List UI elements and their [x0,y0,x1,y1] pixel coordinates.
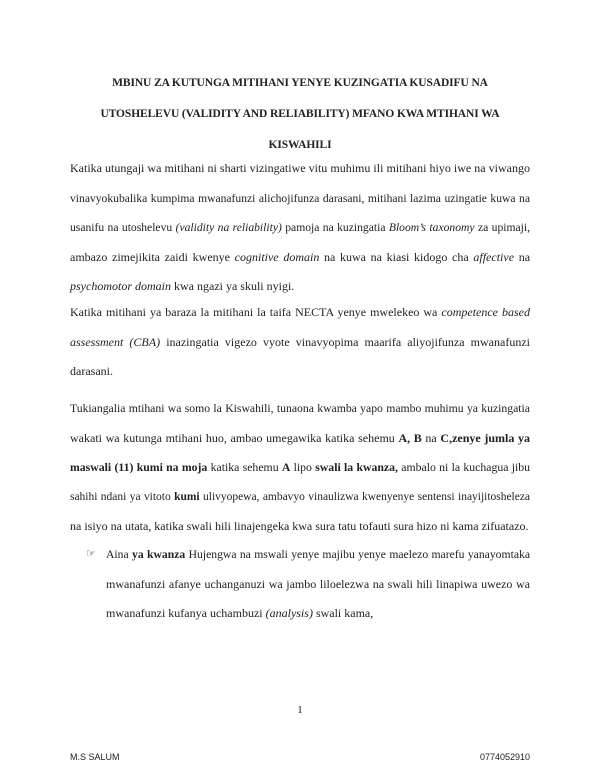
italic-run: affective [473,249,515,264]
italic-run: assessment (CBA) [70,334,161,349]
paragraph-line [70,213,530,243]
text-run: Hujengwa na mswali yenye majibu yenye maelezo marefu yanayomtaka [185,548,530,561]
italic-run: psychomotor domain [70,279,171,293]
text-run: na [421,430,441,445]
paragraph-2 [70,298,530,387]
bold-run: C,zenye jumla ya [440,430,531,445]
bold-run: kumi [174,490,200,503]
text-run: inazingatia vigezo vyote vinavyopima maarifa aliyojifunza mwanafunzi [160,334,530,349]
bold-run: A, B [398,430,422,445]
bullet-text [106,540,530,629]
italic-run: Bloom’s taxonomy [388,221,475,234]
bullet-line: mwanafunzi afanye uchanganuzi wa jambo liloelezwa na swali hili linapiwa uwezo wa [106,576,530,591]
text-run: lipo [290,461,316,474]
text-run: ambalo ni la kuchagua jibu [397,461,531,474]
paragraph-line: Katika utungaji wa mitihani ni sharti vizingatiwe vitu muhimu ili mitihani hiyo iwe na viwango [70,161,530,175]
italic-run: competence based [441,305,530,319]
text-run: sahihi ndani ya vitoto [70,490,175,503]
text-run: wakati wa kutunga mtihani huo, ambao umegawika katika sehemu [70,430,399,445]
text-run: Katika mitihani ya baraza la mitihani la taifa NECTA yenye mwelekeo wa [70,305,442,319]
page-number: 1 [297,704,303,716]
footer-author: M.S SALUM [70,752,120,762]
text-run: Aina [106,548,133,561]
bold-run: swali la kwanza, [315,461,398,474]
italic-run: (validity na reliability) [175,221,282,234]
paragraph-line [70,328,530,358]
text-run: usanifu na utoshelevu [70,221,176,234]
title-line-3: KISWAHILI [268,139,332,151]
text-run: mwanafunzi kufanya uchambuzi [106,606,266,620]
bold-run: A [281,461,291,474]
italic-run: cognitive domain [234,249,320,264]
text-run: na [514,249,531,264]
text-run: ambazo zimejikita zaidi kwenye [70,249,235,264]
footer-phone: 0774052910 [479,752,530,762]
italic-run: (analysis) [265,606,313,620]
text-run: kwa ngazi ya skuli nyigi. [171,279,295,293]
paragraph-line [70,243,530,273]
text-run: pamoja na kuzingatia [281,221,389,234]
pointing-hand-icon: ☞ [86,548,96,560]
paragraph-line [70,483,530,513]
title-line-1: MBINU ZA KUTUNGA MITIHANI YENYE KUZINGATIA KUSADIFU NA [112,77,488,89]
paragraph-line: na isiyo na utata, katika swali hili linajengeka kwa sura tatu tofauti sura hizo ni kama zifuatazo. [70,519,529,533]
text-run: na kuwa na kiasi kidogo cha [319,249,474,264]
bold-run: ya kwanza [132,548,186,561]
bold-run: maswali (11) kumi na moja [70,461,208,474]
paragraph-line: vinavyokubalika kumpima mwanafunzi alichojifunza darasani, mitihani lazima uzingatie kuwa na [70,191,530,205]
paragraph-line [70,298,530,328]
text-run: katika sehemu [207,461,282,474]
text-run: za upimaji, [474,221,531,234]
paragraph-3 [70,394,530,542]
paragraph-line: darasani. [70,364,113,378]
paragraph-line [70,453,530,483]
bullet-line [106,599,530,629]
paragraph-line: Tukiangalia mtihani wa somo la Kiswahili, tunaona kwamba yapo mambo muhimu ya kuzingatia [70,402,530,415]
text-run: ulivyopewa, ambavyo vinaulizwa kwenyenye sentensi inayijitosheleza [199,490,530,503]
document-title [70,68,530,161]
bullet-line [106,540,530,570]
text-run: swali kama, [312,606,374,620]
paragraph-1 [70,154,530,302]
paragraph-line [70,424,530,454]
title-line-2: UTOSHELEVU (VALIDITY AND RELIABILITY) MFANO KWA MTIHANI WA [100,108,500,120]
